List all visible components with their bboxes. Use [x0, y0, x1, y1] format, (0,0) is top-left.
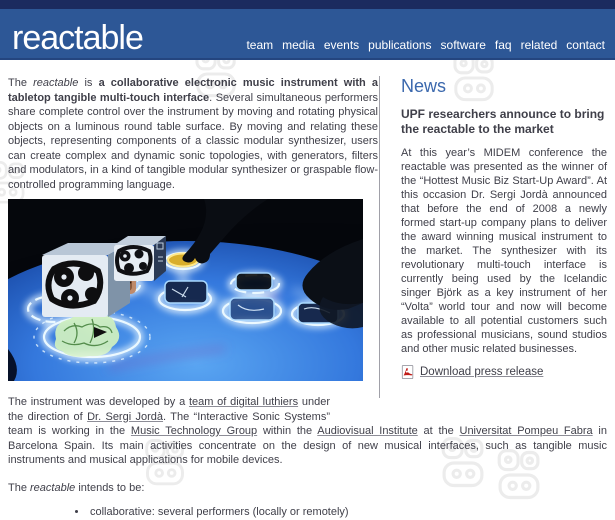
text-link[interactable]: Universitat Pompeu Fabra: [459, 425, 593, 437]
main-content: [0, 76, 615, 520]
main-nav: [237, 39, 605, 51]
intends-line: The reactable intends to be:: [8, 481, 145, 494]
nav-link[interactable]: software: [440, 38, 486, 52]
news-body: At this year’s MIDEM conference the reactable was presented as the winner of the “Hottest Music Biz Start-Up Award”. At this occasion Dr. Sergi Jordà announced that before the end of 2008 a newly formed start-up company plans to deliver the award winning musical instrument to the market. The synthesizer with its revolutionary multi-touch interface is currently being used by the Icelandic singer Björk as a key instrument of her “Volta” world tour and now will become available to all potential customers such as professional musicians, sound studios and other music related businesses.: [401, 147, 607, 355]
nav-link[interactable]: faq: [494, 38, 512, 52]
site-logo[interactable]: reactable: [12, 19, 143, 57]
nav-link[interactable]: contact: [566, 38, 605, 52]
header-bar: [0, 9, 615, 60]
text-link[interactable]: Music Technology Group: [130, 425, 258, 437]
nav-link[interactable]: team: [246, 38, 274, 52]
first-line-spacer: [330, 395, 607, 410]
download-press-release-link[interactable]: Download press release: [420, 366, 544, 378]
list-item: • collaborative: several performers (locally or remotely): [88, 505, 607, 520]
nav-link[interactable]: publications: [368, 38, 432, 52]
reactable-table-photo: [8, 199, 363, 381]
text-link[interactable]: Audiovisual Institute: [317, 425, 418, 437]
nav-link[interactable]: media: [282, 38, 315, 52]
developed-paragraph: The instrument was developed by a team of digital luthiers under the direction of Dr. Sergi Jordà. The “Interactive Sonic Systems” team is working in the Music Technology Group within the Audiovisual Institute at the Universitat Pompeu Fabra in Barcelona Spain. Its main activities concentrate on the design of new musical interfaces, such as tangible music instruments and musical applications for mobile devices.: [8, 396, 607, 466]
top-strip: [0, 0, 615, 9]
news-section-title: News: [401, 76, 447, 96]
nav-link[interactable]: events: [323, 38, 360, 52]
nav-link[interactable]: related: [520, 38, 558, 52]
text-link[interactable]: Dr. Sergi Jordà: [87, 410, 164, 423]
text-link[interactable]: team of digital luthiers: [188, 396, 299, 408]
intro-paragraph: The reactable is a collaborative electronic music instrument with a tabletop tangible multi-touch interface. Several simultaneous performers share complete control over the instrument by moving and rotating physical objects on a luminous round table surface. By moving and relating these objects, representing components of a classic modular synthesizer, users can create complex and dynamic sonic topologies, with generators, filters and modulators, in a kind of tangible modular synthesizer or graspable flow-controlled programming language.: [8, 77, 379, 191]
news-headline: UPF researchers announce to bring the reactable to the market: [401, 107, 605, 136]
intends-list: [8, 505, 607, 520]
